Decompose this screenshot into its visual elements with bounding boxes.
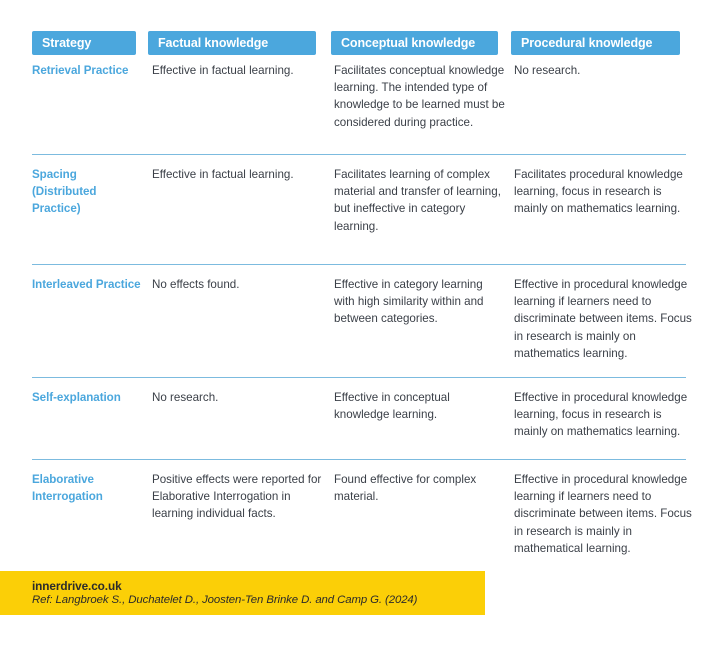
- factual-knowledge-cell: Positive effects were reported for Elaborative Interrogation in learning individual facts.: [152, 473, 322, 521]
- conceptual-knowledge-cell: Found effective for complex material.: [334, 473, 477, 504]
- table-row: [0, 62, 719, 154]
- factual-knowledge-cell: Effective in factual learning.: [152, 64, 294, 77]
- conceptual-knowledge-cell: Facilitates conceptual knowledge learning. The intended type of knowledge to be learned must be considered during practice.: [334, 64, 505, 129]
- strategy-name: Elaborative Interrogation: [32, 473, 103, 504]
- procedural-knowledge-cell: Effective in procedural knowledge learning, focus in research is mainly on mathematics learning.: [514, 391, 688, 439]
- table-row: [0, 154, 719, 264]
- table-row: [0, 459, 719, 572]
- column-header-label: Strategy: [42, 35, 92, 50]
- factual-knowledge-cell: No effects found.: [152, 278, 240, 291]
- strategy-name: Spacing (Distributed Practice): [32, 168, 97, 216]
- table-row: [0, 264, 719, 377]
- footer-banner: [0, 571, 485, 615]
- table-body: [0, 62, 719, 572]
- table-header-row: [0, 31, 719, 55]
- procedural-knowledge-cell: Effective in procedural knowledge learning if learners need to discriminate between items. Focus in research is mainly in mathematical learning.: [514, 473, 692, 555]
- column-header-label: Factual knowledge: [158, 35, 269, 50]
- procedural-knowledge-cell: Effective in procedural knowledge learning if learners need to discriminate between items. Focus in research is mainly on mathematics learning.: [514, 278, 692, 360]
- conceptual-knowledge-cell: Facilitates learning of complex material and transfer of learning, but ineffective in category learning.: [334, 168, 501, 233]
- strategy-name: Self-explanation: [32, 391, 121, 404]
- procedural-knowledge-cell: Facilitates procedural knowledge learning, focus in research is mainly on mathematics learning.: [514, 168, 683, 216]
- strategy-name: Interleaved Practice: [32, 278, 141, 291]
- conceptual-knowledge-cell: Effective in category learning with high similarity within and between categories.: [334, 278, 484, 326]
- column-header-strategy: [32, 31, 136, 55]
- column-header-conceptual-knowledge: [331, 31, 498, 55]
- procedural-knowledge-cell: No research.: [514, 64, 581, 77]
- footer-website: innerdrive.co.uk: [32, 579, 122, 593]
- table-row: [0, 377, 719, 459]
- column-header-procedural-knowledge: [511, 31, 680, 55]
- footer-reference: Ref: Langbroek S., Duchatelet D., Joosten-Ten Brinke D. and Camp G. (2024): [32, 594, 418, 606]
- column-header-factual-knowledge: [148, 31, 316, 55]
- factual-knowledge-cell: No research.: [152, 391, 219, 404]
- conceptual-knowledge-cell: Effective in conceptual knowledge learning.: [334, 391, 450, 422]
- column-header-label: Conceptual knowledge: [341, 35, 476, 50]
- factual-knowledge-cell: Effective in factual learning.: [152, 168, 294, 181]
- strategy-name: Retrieval Practice: [32, 64, 129, 77]
- column-header-label: Procedural knowledge: [521, 35, 653, 50]
